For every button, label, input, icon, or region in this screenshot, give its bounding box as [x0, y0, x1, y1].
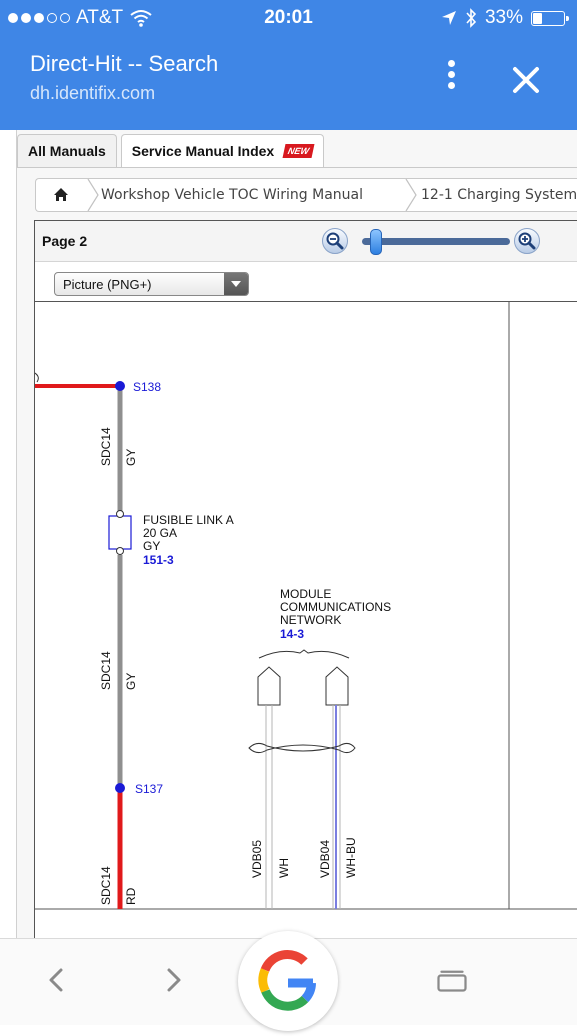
fuse-reference-link[interactable]: 151-3: [143, 553, 174, 567]
tab-label: All Manuals: [28, 143, 106, 159]
back-arrow-icon[interactable]: [42, 965, 72, 995]
tab-label: Service Manual Index: [131, 143, 275, 159]
breadcrumb-separator: [404, 179, 418, 211]
wiring-diagram[interactable]: [35, 301, 577, 912]
module-label-line2: COMMUNICATIONS: [280, 600, 392, 614]
circuit-label-2: SDC14: [99, 651, 113, 690]
fusible-link-symbol: [109, 516, 131, 549]
splice-dot-s138: [115, 381, 125, 391]
splice-s138-label: S138: [133, 380, 162, 394]
fuse-gauge-label: 20 GA: [143, 526, 178, 540]
overflow-menu-icon[interactable]: [440, 60, 462, 96]
wire-color-label-3: RD: [124, 887, 138, 905]
connector-symbol-vdb05: [258, 667, 280, 705]
connector-symbol-vdb04: [326, 667, 348, 705]
web-content: [16, 130, 577, 938]
battery-icon: [531, 11, 565, 26]
format-bar: [35, 262, 577, 300]
battery-percent: 33%: [484, 7, 523, 28]
format-select-value: Picture (PNG+): [63, 277, 152, 292]
tabs-overview-icon[interactable]: [437, 965, 467, 995]
splice-s137-label: S137: [135, 782, 164, 796]
module-reference-link[interactable]: 14-3: [280, 627, 305, 641]
twisted-pair-symbol: [249, 743, 355, 752]
module-label-line1: MODULE: [280, 587, 332, 601]
bottom-navigation: [0, 938, 577, 1025]
wire-b-color-label: WH-BU: [344, 837, 358, 878]
breadcrumb-item-charging-system[interactable]: 12-1 Charging System: [421, 187, 577, 203]
zoom-out-button[interactable]: [322, 228, 348, 254]
breadcrumb-home[interactable]: [36, 179, 86, 211]
manual-tabs: [17, 134, 328, 167]
zoom-slider-thumb[interactable]: [370, 229, 382, 255]
chevron-down-icon: [224, 273, 248, 295]
wire-end-mark: [35, 372, 38, 382]
viewer-header: [35, 221, 577, 262]
wiring-diagram-svg: [35, 302, 577, 912]
wire-a-circuit-label: VDB05: [250, 839, 264, 878]
circuit-label-3: SDC14: [99, 866, 113, 905]
zoom-slider-track[interactable]: [362, 238, 510, 245]
wire-a-color-label: WH: [277, 858, 291, 878]
tab-service-manual-index[interactable]: [121, 134, 324, 167]
splice-dot-s137: [115, 783, 125, 793]
page-url: dh.identifix.com: [30, 83, 156, 103]
location-arrow-icon: [441, 10, 457, 26]
wire-color-label-2: GY: [124, 672, 138, 690]
zoom-out-icon: [323, 229, 347, 253]
wire-b-circuit-label: VDB04: [318, 839, 332, 878]
zoom-in-icon: [515, 229, 539, 253]
fuse-name-label: FUSIBLE LINK A: [143, 513, 234, 527]
fuse-terminal: [117, 511, 124, 518]
fuse-terminal: [117, 548, 124, 555]
document-viewer: [34, 220, 577, 938]
tab-divider: [17, 167, 577, 168]
fuse-color-label: GY: [143, 539, 161, 553]
breadcrumb: [35, 178, 577, 212]
clock: 20:01: [264, 7, 313, 28]
module-bracket: [259, 650, 349, 658]
breadcrumb-separator: [86, 179, 100, 211]
status-bar: [0, 0, 577, 38]
google-search-button[interactable]: [238, 931, 338, 1031]
wire-color-label-1: GY: [124, 448, 138, 466]
google-g-icon: [238, 931, 338, 1031]
status-right: [441, 7, 565, 29]
page-title: Direct-Hit -- Search: [30, 51, 219, 76]
circuit-label-1: SDC14: [99, 427, 113, 466]
new-badge: NEW: [283, 144, 315, 158]
zoom-control: [322, 228, 542, 256]
carrier-name: AT&T: [76, 7, 124, 28]
zoom-in-button[interactable]: [514, 228, 540, 254]
breadcrumb-item-workshop-toc[interactable]: Workshop Vehicle TOC Wiring Manual: [101, 187, 363, 203]
tab-all-manuals[interactable]: [17, 134, 117, 167]
custom-tab-toolbar: [0, 38, 577, 130]
format-select[interactable]: [54, 272, 249, 296]
home-icon: [36, 179, 86, 211]
page-number-label: Page 2: [42, 233, 88, 249]
forward-arrow-icon[interactable]: [158, 965, 188, 995]
module-label-line3: NETWORK: [280, 613, 342, 627]
close-icon[interactable]: [506, 60, 546, 100]
bluetooth-icon: [465, 8, 477, 28]
